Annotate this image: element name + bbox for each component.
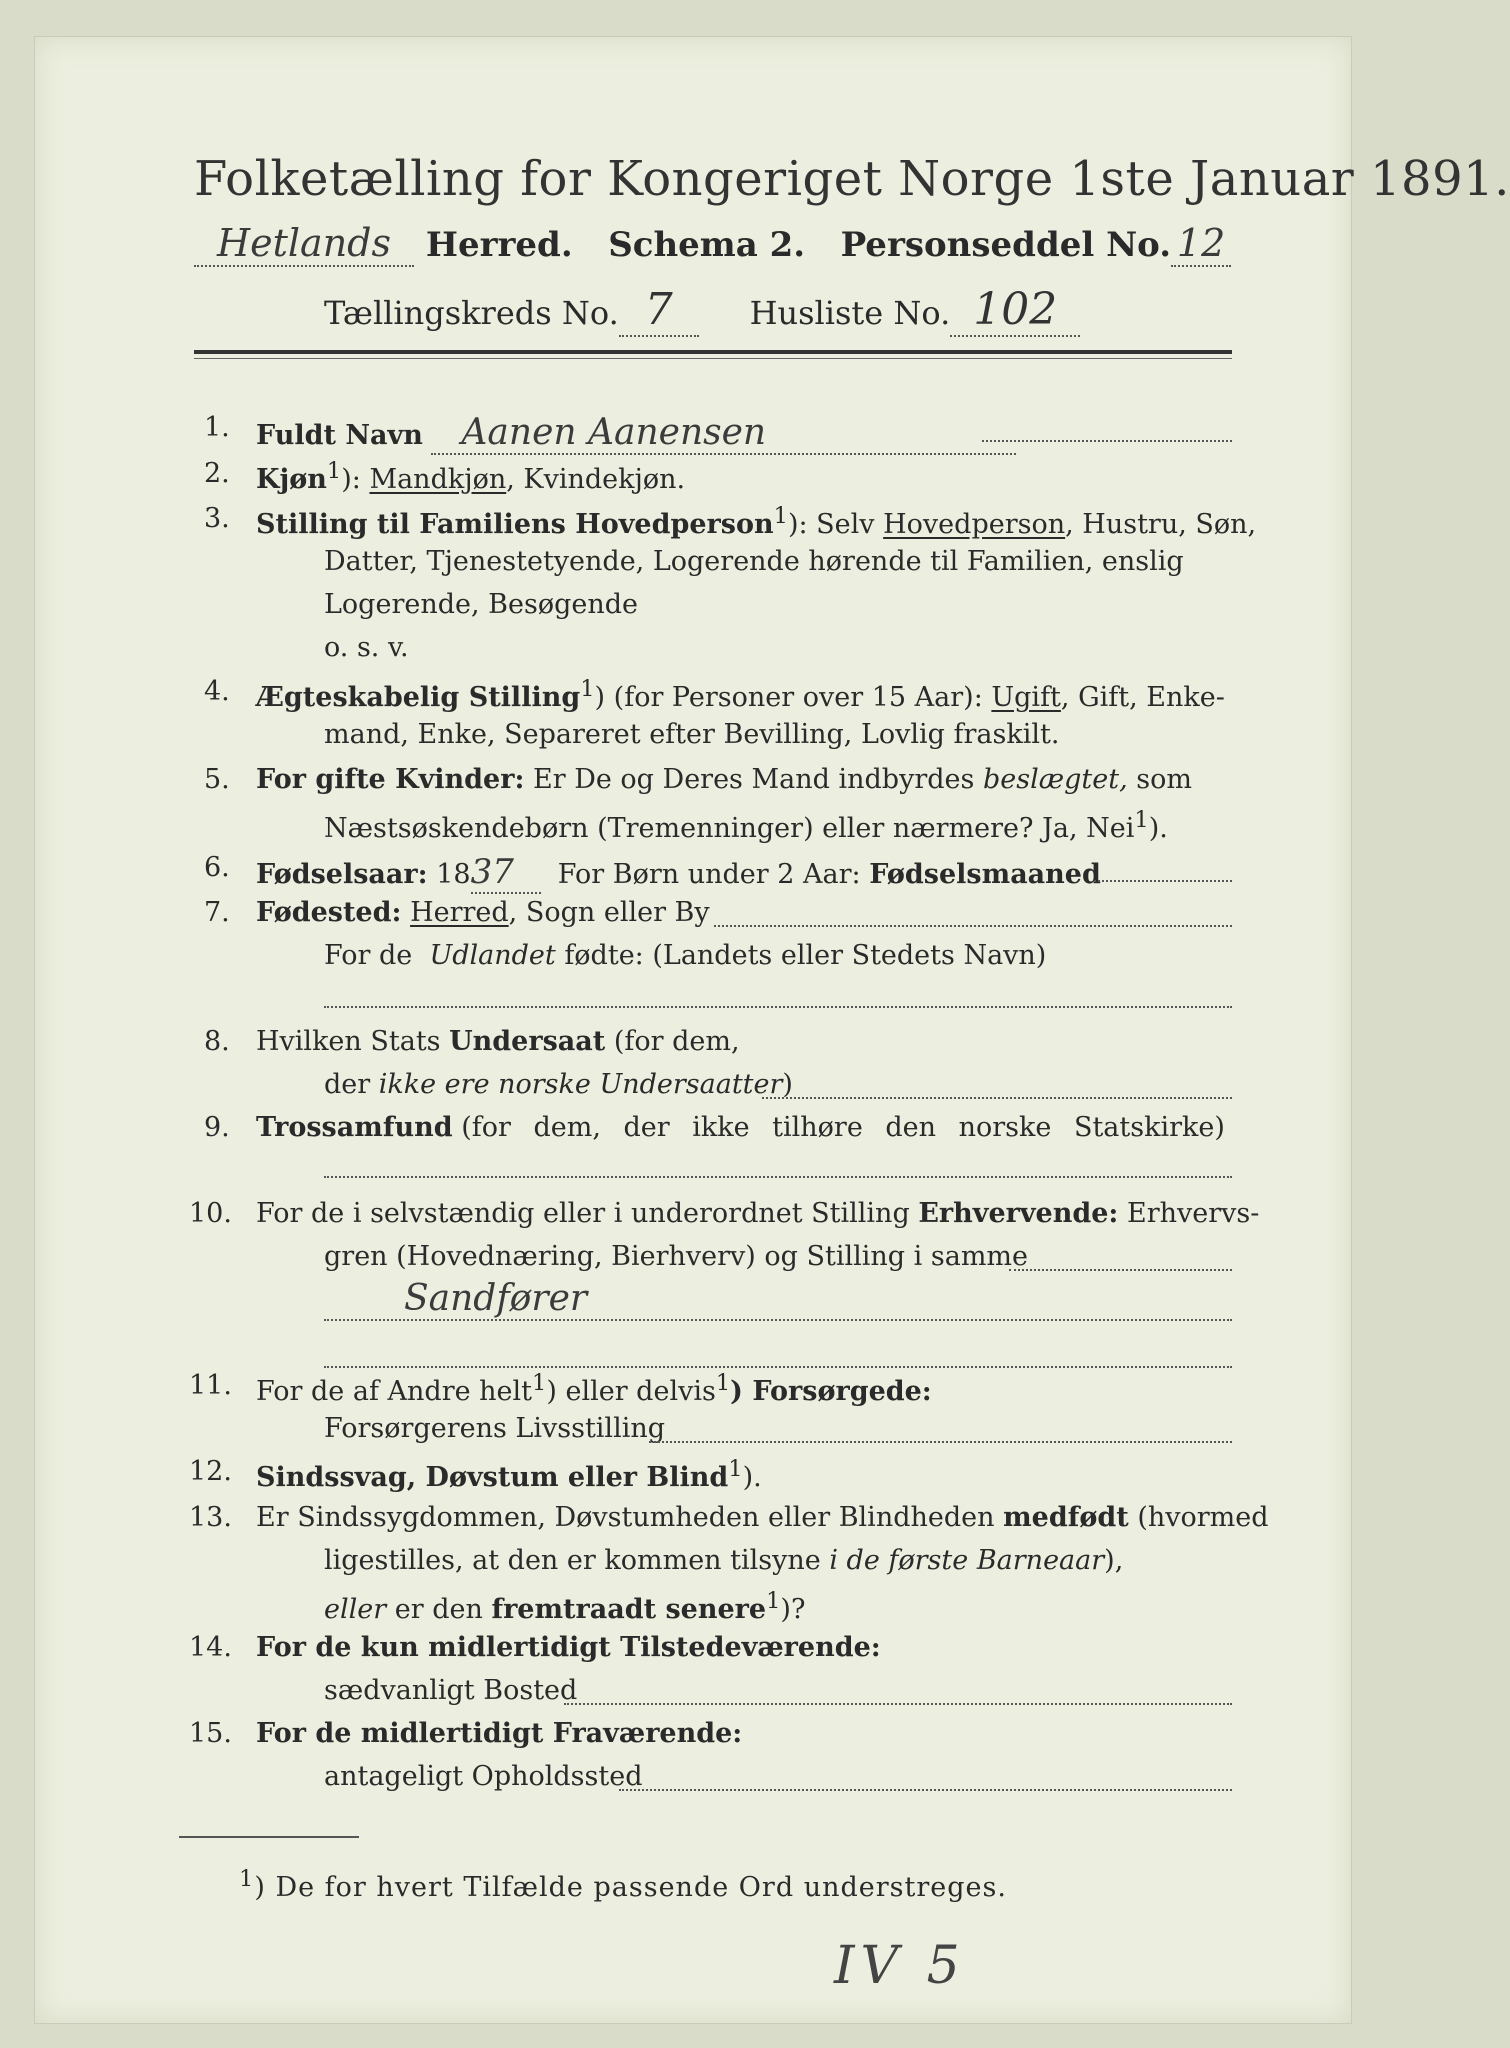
schema-label: Schema 2.	[608, 225, 806, 265]
q3-options: , Hustru, Søn,	[1065, 509, 1257, 540]
q8-line2-row	[324, 1069, 793, 1100]
q2-row	[256, 458, 685, 495]
margin-handwritten-note: IV 5	[834, 1936, 966, 1996]
footnote-marker: 1	[239, 1866, 255, 1892]
q14-row	[256, 1632, 881, 1663]
footnote	[239, 1866, 1007, 1903]
q4-line2: mand, Enke, Separeret efter Bevilling, Lovlig fraskilt.	[324, 719, 1060, 750]
item-number: 9.	[204, 1112, 230, 1143]
item-number: 4.	[204, 676, 230, 707]
footnote-ref: 1	[715, 1370, 731, 1396]
footnote-ref: 1	[728, 1456, 743, 1482]
q5-italic: beslægtet,	[982, 764, 1128, 795]
q8-row	[256, 1026, 740, 1057]
footnote-text: ) De for hvert Tilfælde passende Ord understreges.	[254, 1872, 1007, 1903]
q4-row	[256, 676, 1225, 713]
herred-line	[194, 221, 1231, 267]
q10-line2: gren (Hovednæring, Bierhverv) og Stilling i samme	[324, 1241, 1029, 1272]
q7-line2-row	[324, 940, 1046, 971]
q4-pre: ) (for Personer over 15 Aar):	[594, 682, 983, 713]
footnote-ref: 1	[773, 503, 788, 529]
q2-options: , Kvindekjøn.	[506, 464, 686, 495]
q7-options: , Sogn eller By	[508, 897, 710, 928]
q8-line2-end: )	[782, 1069, 793, 1100]
personseddel-number: 12	[1176, 221, 1226, 265]
item-number: 14.	[189, 1632, 232, 1663]
q7-selected-option: Herred	[410, 897, 509, 928]
herred-name: Hetlands	[216, 221, 391, 265]
q6-mid: For Børn under 2 Aar:	[557, 859, 861, 890]
q12-row	[256, 1456, 762, 1493]
q7-line2-pre: For de	[324, 940, 413, 971]
footnote-rule	[179, 1836, 359, 1838]
q3-label: Stilling til Familiens Hovedperson	[256, 509, 774, 540]
q9-post: (for dem, der ikke tilhøre den norske Statskirke)	[461, 1112, 1225, 1143]
q4-selected-option: Ugift	[991, 682, 1061, 713]
q15-line2: antageligt Opholdssted	[324, 1761, 643, 1792]
q2-label: Kjøn	[256, 464, 327, 495]
q9-row	[256, 1112, 1225, 1143]
q10-row	[256, 1198, 1259, 1229]
q13-pre: Er Sindssygdommen, Døvstumheden eller Blindheden	[256, 1502, 995, 1533]
q13-line2-row	[324, 1545, 1123, 1576]
q13-line3-italic: eller	[324, 1594, 387, 1625]
q8-label: Undersaat	[449, 1026, 606, 1057]
q10-answer: Sandfører	[404, 1278, 588, 1319]
q1-row	[256, 412, 1016, 455]
q11-pre: For de af Andre helt	[256, 1376, 533, 1407]
q5-label: For gifte Kvinder:	[256, 764, 525, 795]
q5-line2: Næstsøskendebørn (Tremenninger) eller nærmere? Ja, Nei	[324, 813, 1135, 844]
footnote-ref: 1	[580, 676, 595, 702]
personseddel-label: Personseddel No.	[840, 225, 1172, 265]
q13-row	[256, 1502, 1269, 1533]
q7-label: Fødested:	[256, 897, 402, 928]
q13-post: (hvormed	[1137, 1502, 1269, 1533]
husliste-number: 102	[973, 284, 1058, 335]
q3-row	[256, 503, 1256, 540]
q3-pre: ): Selv	[787, 509, 875, 540]
q5-pre: Er De og Deres Mand indbyrdes	[533, 764, 975, 795]
q12-end: ).	[742, 1462, 762, 1493]
q5-post: som	[1136, 764, 1192, 795]
q4-options: , Gift, Enke-	[1060, 682, 1225, 713]
q3-line3: Logerende, Besøgende	[324, 589, 638, 620]
q4-label: Ægteskabelig Stilling	[256, 682, 581, 713]
q2-selected-option: Mandkjøn	[369, 464, 507, 495]
q6-row	[256, 852, 1101, 894]
q11-label: ) Forsørgede:	[730, 1376, 932, 1407]
q14-label: For de kun midlertidigt Tilstedeværende:	[256, 1632, 881, 1663]
item-number: 1.	[204, 412, 230, 443]
item-number: 12.	[189, 1456, 232, 1487]
footnote-ref: 1	[326, 458, 342, 484]
q11-row	[256, 1370, 932, 1407]
form-title: Folketælling for Kongeriget Norge 1ste Januar 1891.	[194, 151, 1510, 207]
item-number: 8.	[204, 1026, 230, 1057]
item-number: 2.	[204, 458, 230, 489]
q3-selected-option: Hovedperson	[883, 509, 1066, 540]
q13-line2-italic: i de første Barneaar	[829, 1545, 1105, 1576]
q7-line2-post: fødte: (Landets eller Stedets Navn)	[564, 940, 1047, 971]
q8-line2-pre: der	[324, 1069, 371, 1100]
item-number: 10.	[189, 1198, 232, 1229]
taellingskreds-label: Tællingskreds No.	[324, 294, 619, 332]
header-rule-thin	[194, 358, 1232, 359]
q15-row	[256, 1718, 742, 1749]
q11-mid: ) eller delvis	[546, 1376, 716, 1407]
q3-line2: Datter, Tjenestetyende, Logerende hørende til Familien, enslig	[324, 546, 1184, 577]
q15-label: For de midlertidigt Fraværende:	[256, 1718, 743, 1749]
husliste-label: Husliste No.	[749, 294, 951, 332]
q10-answer-row	[324, 1278, 1232, 1321]
q5-row	[256, 764, 1192, 795]
q13-line3-end: )?	[780, 1594, 806, 1625]
q13-line3-bold: fremtraadt senere	[491, 1594, 767, 1625]
q9-label: Trossamfund	[256, 1112, 453, 1143]
item-number: 11.	[189, 1370, 232, 1401]
q6-year-answer: 37	[470, 852, 514, 892]
item-number: 3.	[204, 503, 230, 534]
q5-line2-row	[324, 807, 1168, 844]
q14-line2: sædvanligt Bosted	[324, 1675, 578, 1706]
q13-line2-pre: ligestilles, at den er kommen tilsyne	[324, 1545, 821, 1576]
q6-label2: Fødselsmaaned	[869, 859, 1101, 890]
q10-post: Erhvervs-	[1127, 1198, 1260, 1229]
q13-label: medfødt	[1003, 1502, 1129, 1533]
q13-line3-row	[324, 1588, 805, 1625]
q6-year-prefix: 18	[436, 859, 471, 890]
item-number: 13.	[189, 1502, 232, 1533]
footnote-ref: 1	[532, 1370, 547, 1396]
item-number: 5.	[204, 764, 230, 795]
q11-line2: Forsørgerens Livsstilling	[324, 1413, 666, 1444]
q12-label: Sindssvag, Døvstum eller Blind	[256, 1462, 729, 1493]
taellingskreds-number: 7	[644, 284, 673, 335]
q10-pre: For de i selvstændig eller i underordnet Stilling	[256, 1198, 910, 1229]
item-number: 6.	[204, 852, 230, 883]
census-form-sheet	[34, 36, 1510, 2024]
q1-label: Fuldt Navn	[256, 420, 423, 451]
q5-line2-end: ).	[1148, 813, 1168, 844]
header-rule	[194, 350, 1232, 354]
q8-pre: Hvilken Stats	[256, 1026, 441, 1057]
footnote-ref: 1	[1134, 807, 1149, 833]
footnote-ref: 1	[766, 1588, 781, 1614]
q13-line2-end: ),	[1104, 1545, 1124, 1576]
taellingskreds-line	[324, 284, 1080, 337]
q3-line4: o. s. v.	[324, 632, 409, 663]
q7-line2-italic: Udlandet	[429, 940, 556, 971]
item-number: 7.	[204, 897, 230, 928]
q1-answer: Aanen Aanensen	[461, 412, 767, 453]
q13-line3-mid: er den	[394, 1594, 483, 1625]
q6-label: Fødselsaar:	[256, 859, 428, 890]
herred-label: Herred.	[425, 225, 573, 265]
item-number: 15.	[189, 1718, 232, 1749]
q8-post: (for dem,	[613, 1026, 740, 1057]
q10-label: Erhvervende:	[918, 1198, 1119, 1229]
q2-suffix: ):	[341, 464, 361, 495]
q8-line2-italic: ikke ere norske Undersaatter	[378, 1069, 783, 1100]
q7-row	[256, 897, 710, 928]
